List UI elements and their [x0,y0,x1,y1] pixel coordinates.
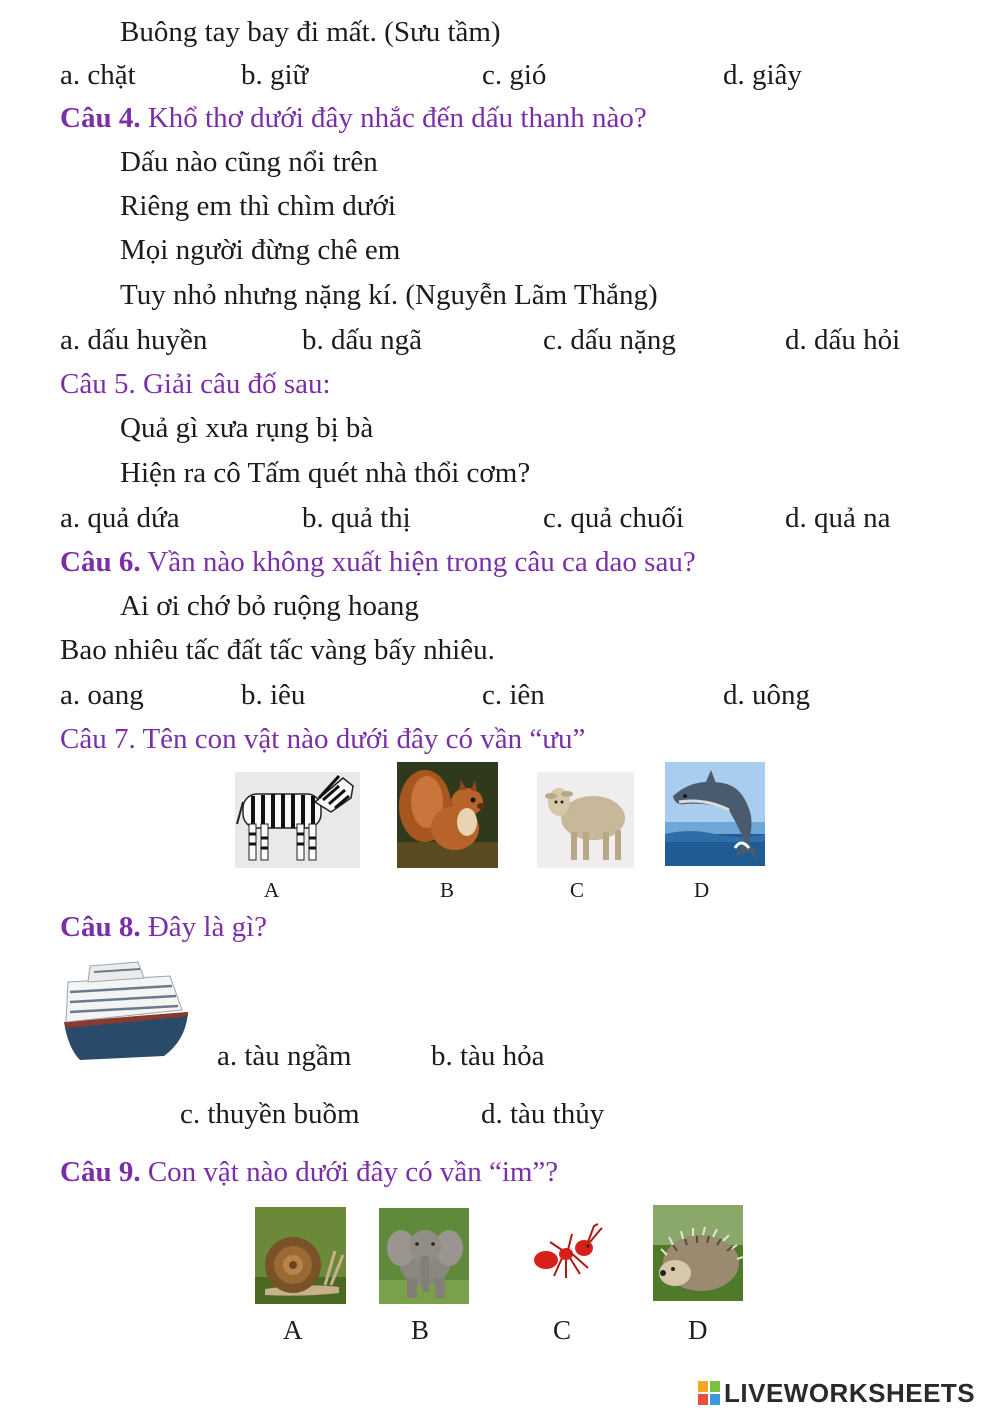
snail-image[interactable] [255,1207,346,1304]
hedgehog-image[interactable] [653,1205,743,1301]
q9-question: Con vật nào dưới đây có vần “im”? [140,1156,559,1188]
squirrel-image[interactable] [397,762,498,868]
sheep-image[interactable] [537,772,634,868]
q4-label: Câu 4. [60,102,141,134]
q5-option-b[interactable]: b. quả thị [302,502,411,534]
q4-poem-line-4: Tuy nhỏ nhưng nặng kí. (Nguyễn Lãm Thắng) [120,279,658,311]
liveworksheets-logo[interactable] [698,1378,975,1408]
q4-option-d[interactable]: d. dấu hỏi [785,324,901,356]
q7-caption-c: C [570,878,585,902]
q8-option-c[interactable]: c. thuyền buồm [180,1098,360,1130]
q8-question: Đây là gì? [140,911,267,943]
q4-question: Khổ thơ dưới đây nhắc đến dấu thanh nào? [140,102,647,134]
q7-question: Câu 7. Tên con vật nào dưới đây có vần “ưu” [60,723,586,755]
zebra-image[interactable] [235,772,360,868]
q6-poem-line-1: Ai ơi chớ bỏ ruộng hoang [120,590,419,622]
q3-option-a[interactable]: a. chặt [60,59,136,91]
q9-caption-c: C [553,1315,572,1345]
q5-poem-line-1: Quả gì xưa rụng bị bà [120,412,374,444]
q5-question: Câu 5. Giải câu đố sau: [60,368,331,400]
q5-option-d[interactable]: d. quả na [785,502,891,534]
q9-label: Câu 9. [60,1156,141,1188]
q9-caption-a: A [283,1315,303,1345]
q5-option-a[interactable]: a. quả dứa [60,502,180,534]
q7-caption-d: D [694,878,710,902]
q3-option-b[interactable]: b. giữ [241,59,309,91]
q3-option-c[interactable]: c. gió [482,59,547,91]
q8-option-b[interactable]: b. tàu hỏa [431,1040,545,1072]
liveworksheets-brand-text: LIVEWORKSHEETS [724,1377,976,1408]
q4-poem-line-1: Dấu nào cũng nổi trên [120,146,378,178]
q6-poem-line-2: Bao nhiêu tấc đất tấc vàng bấy nhiêu. [60,634,495,666]
q4-option-b[interactable]: b. dấu ngã [302,324,422,356]
q8-option-d[interactable]: d. tàu thủy [481,1098,605,1130]
q8-heading [60,909,267,945]
ship-image[interactable] [60,952,192,1064]
q8-option-a[interactable]: a. tàu ngầm [217,1040,352,1072]
q9-heading [60,1154,558,1190]
q6-heading [60,544,696,580]
q6-option-a[interactable]: a. oang [60,679,144,711]
q5-option-c[interactable]: c. quả chuối [543,502,684,534]
q4-poem-line-2: Riêng em thì chìm dưới [120,190,396,222]
q4-heading [60,100,647,136]
q9-caption-d: D [688,1315,708,1345]
q4-option-a[interactable]: a. dấu huyền [60,324,208,356]
elephant-image[interactable] [379,1208,469,1304]
q4-poem-line-3: Mọi người đừng chê em [120,234,401,266]
q6-option-c[interactable]: c. iên [482,679,545,711]
q5-poem-line-2: Hiện ra cô Tấm quét nhà thổi cơm? [120,457,531,489]
q8-label: Câu 8. [60,911,141,943]
q3-option-d[interactable]: d. giây [723,59,802,91]
q7-caption-a: A [264,878,280,902]
q6-option-d[interactable]: d. uông [723,679,810,711]
q9-caption-b: B [411,1315,430,1345]
dolphin-image[interactable] [665,762,765,866]
q6-question: Vần nào không xuất hiện trong câu ca dao sau? [140,546,696,578]
q7-caption-b: B [440,878,455,902]
q6-label: Câu 6. [60,546,141,578]
q3-poem-tail: Buông tay bay đi mất. (Sưu tầm) [120,16,501,48]
ant-image[interactable] [528,1220,604,1284]
q4-option-c[interactable]: c. dấu nặng [543,324,676,356]
q6-option-b[interactable]: b. iêu [241,679,306,711]
liveworksheets-grid-icon [698,1381,720,1405]
